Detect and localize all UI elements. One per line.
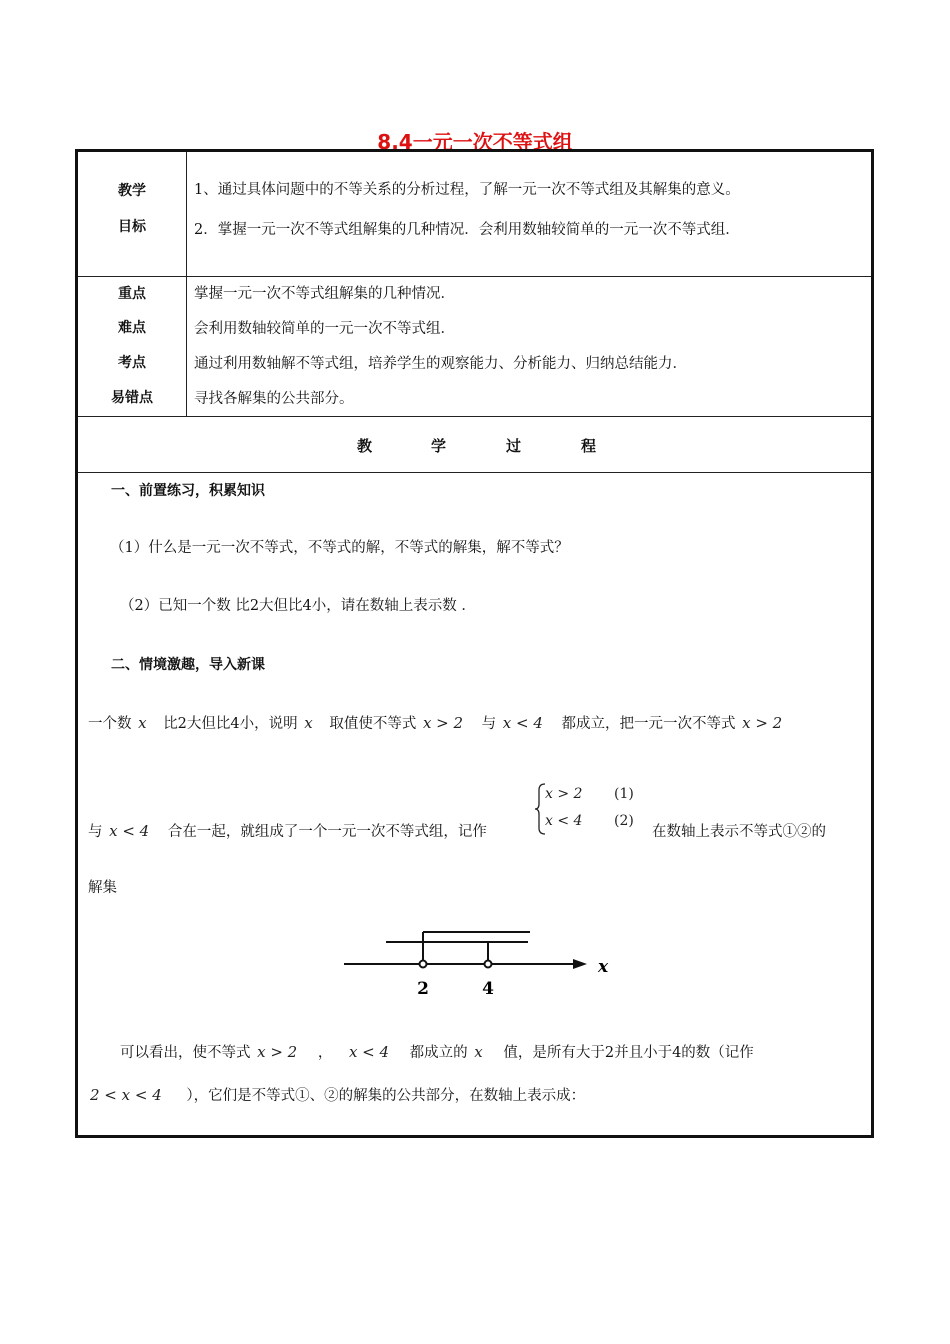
goals-label-1: 教学	[118, 183, 146, 199]
process-char: 程	[581, 437, 597, 455]
exam-point-text: 通过利用数轴解不等式组，培养学生的观察能力、分析能力、归纳总结能力．	[194, 356, 687, 372]
tick-label-4: 4	[482, 979, 494, 999]
math-x-gt-2: x > 2	[422, 714, 464, 732]
label-difficulty: 难点	[118, 320, 146, 336]
math-x-gt-2: x > 2	[257, 1043, 298, 1061]
system-num-1: (1)	[614, 786, 634, 802]
axis-label-x: x	[598, 957, 609, 977]
math-x-lt-4: x < 4	[109, 822, 150, 840]
text: ），它们是不等式①、②的解集的公共部分，在数轴上表示成：	[186, 1088, 586, 1104]
system-eq-1: x > 2	[545, 786, 583, 802]
text: 都成立的	[409, 1045, 468, 1061]
text: ，	[317, 1045, 333, 1061]
section-2-heading: 二、情境激趣，导入新课	[111, 657, 265, 673]
math-x-gt-2: x > 2	[742, 714, 783, 732]
process-char: 过	[506, 437, 522, 455]
math-x: x	[304, 714, 313, 732]
text: 都成立，把一元一次不等式	[561, 716, 736, 732]
tick-label-2: 2	[417, 979, 429, 999]
math-x-lt-4: x < 4	[348, 1043, 390, 1061]
goals-label-2: 目标	[118, 219, 146, 235]
text: 值，是所有大于2并且小于4的数（记作	[503, 1045, 754, 1061]
intro-line-1	[88, 712, 782, 733]
process-char: 学	[431, 437, 447, 455]
key-point-text: 掌握一元一次不等式组解集的几种情况．	[194, 286, 455, 302]
math-x: x	[474, 1043, 483, 1061]
page-title: 8.4一元一次不等式组	[377, 130, 573, 154]
label-key-point: 重点	[118, 286, 146, 302]
text: 与	[88, 824, 103, 840]
inequality-system	[533, 782, 653, 836]
goal-item-2: 2．掌握一元一次不等式组解集的几种情况．会利用数轴较简单的一元一次不等式组．	[194, 222, 740, 238]
question-2: （2）已知一个数 比2大但比4小，请在数轴上表示数 ．	[120, 598, 476, 614]
text: 一个数	[88, 716, 132, 732]
text: 可以看出，使不等式	[120, 1045, 251, 1061]
error-prone-text: 寻找各解集的公共部分。	[194, 391, 354, 407]
intro-line-2-left	[88, 820, 487, 841]
text: 取值使不等式	[329, 716, 417, 732]
label-exam-point: 考点	[118, 355, 146, 371]
row-divider	[78, 416, 871, 417]
row-divider	[78, 276, 871, 277]
text: 比2大但比4小，说明	[163, 716, 298, 732]
process-char: 教	[357, 437, 373, 455]
paragraph-line-2	[88, 1084, 585, 1105]
intro-line-2-right: 在数轴上表示不等式①②的	[652, 824, 826, 840]
system-eq-2: x < 4	[545, 813, 583, 829]
difficulty-text: 会利用数轴较简单的一元一次不等式组．	[194, 321, 455, 337]
math-x: x	[138, 714, 147, 732]
question-1: （1）什么是一元一次不等式，不等式的解，不等式的解集，解不等式？	[110, 540, 569, 556]
label-error-prone: 易错点	[111, 390, 153, 406]
lesson-table	[75, 149, 874, 1138]
paragraph-line-1	[120, 1041, 754, 1062]
intro-line-3: 解集	[88, 880, 117, 896]
section-1-heading: 一、前置练习，积累知识	[111, 483, 265, 499]
text: 合在一起，就组成了一个一元一次不等式组，记作	[167, 824, 487, 840]
row-divider	[78, 472, 871, 473]
text: 与	[481, 716, 497, 732]
column-divider	[186, 152, 187, 416]
system-num-2: (2)	[614, 813, 634, 829]
math-x-lt-4: x < 4	[502, 714, 543, 732]
number-line-diagram	[340, 924, 620, 1004]
math-range: 2 < x < 4	[90, 1086, 162, 1104]
goal-item-1: 1、通过具体问题中的不等关系的分析过程，了解一元一次不等式组及其解集的意义。	[194, 182, 740, 198]
